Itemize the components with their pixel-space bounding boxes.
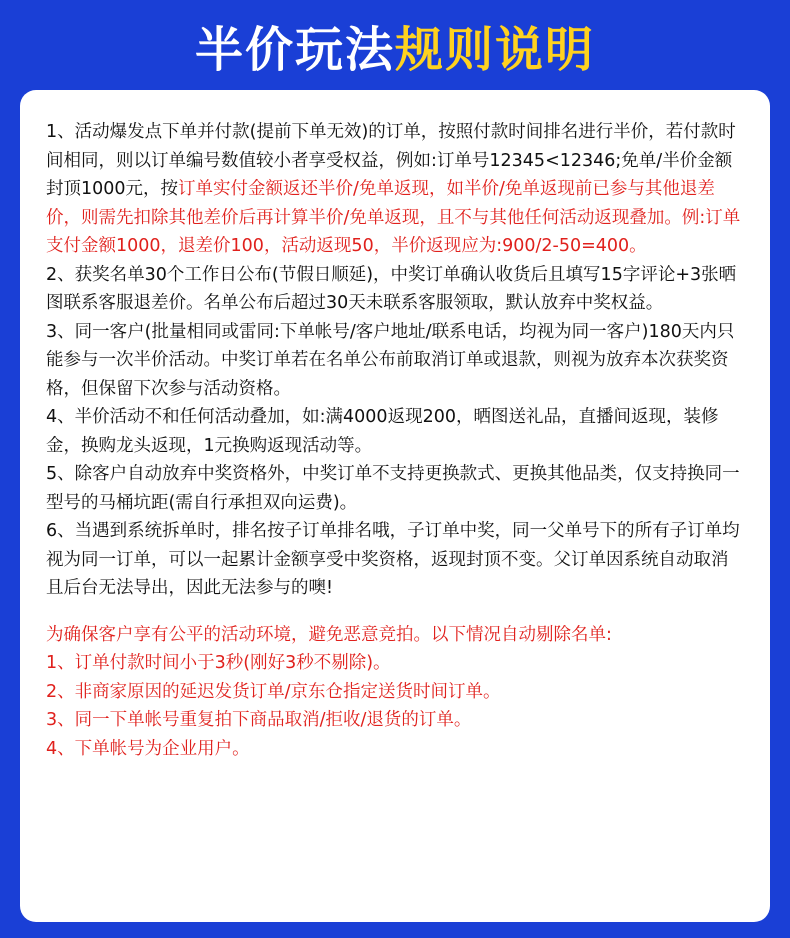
exclusion-item-2: 2、非商家原因的延迟发货订单/京东仓指定送货时间订单。 (46, 681, 501, 702)
exclusion-item-1: 1、订单付款时间小于3秒(刚好3秒不剔除)。 (46, 653, 391, 673)
rule-4-text: 4、半价活动不和任何活动叠加，如:满4000返现200，晒图送礼品，直播间返现，装修金，换购龙头返现，1元换购返现活动等。 (46, 407, 719, 456)
rule-3-text: 3、同一客户(批量相同或雷同:下单帐号/客户地址/联系电话，均视为同一客户)180天内只能参与一次半价活动。中奖订单若在名单公布前取消订单或退款，则视为放弃本次获奖资格，但保留下次参与活动资格。 (46, 321, 735, 399)
rule-1-red-text: 订单实付金额返还半价/免单返现，如半价/免单返现前已参与其他退差价，则需先扣除其他差价后再计算半价/免单返现，且不与其他任何活动返现叠加。例:订单支付金额1000，退差价100，活动返现50，半价返现应为:900/2-50=400。 (46, 179, 741, 256)
rule-6-text: 6、当遇到系统拆单时，排名按子订单排名哦，子订单中奖，同一父单号下的所有子订单均视为同一订单，可以一起累计金额享受中奖资格，返现封顶不变。父订单因系统自动取消且后台无法导出，因此无法参与的噢! (46, 521, 740, 598)
rule-5-text: 5、除客户自动放弃中奖资格外，中奖订单不支持更换款式、更换其他品类，仅支持换同一型号的马桶坑距(需自行承担双向运费)。 (46, 464, 740, 513)
rule-2 (46, 261, 744, 318)
rule-5 (46, 460, 744, 517)
rule-4 (46, 403, 744, 460)
rule-3 (46, 318, 744, 404)
title-white-part: 半价玩法 (194, 22, 395, 78)
exclusion-item-4: 4、下单帐号为企业用户。 (46, 738, 250, 759)
rule-1-text: 1、活动爆发点下单并付款(提前下单无效)的订单，按照付款时间排名进行半价，若付款时间相同，则以订单编号数值较小者享受权益，例如:订单号12345<12346;免单/半价金额封顶1000元，按 (46, 122, 736, 199)
rule-2-text: 2、获奖名单30个工作日公布(节假日顺延)，中奖订单确认收货后且填写15字评论+3张晒图联系客服退差价。名单公布后超过30天未联系客服领取，默认放弃中奖权益。 (46, 264, 737, 313)
section-gap (46, 603, 744, 621)
rules-card (20, 90, 770, 922)
rule-6 (46, 517, 744, 603)
page-title (0, 18, 790, 82)
rule-1 (46, 118, 744, 261)
title-yellow-part: 规则说明 (395, 22, 596, 78)
exclusion-intro: 为确保客户享有公平的活动环境，避免恶意竞拍。以下情况自动剔除名单: (46, 624, 612, 645)
exclusion-item-3: 3、同一下单帐号重复拍下商品取消/拒收/退货的订单。 (46, 710, 472, 730)
